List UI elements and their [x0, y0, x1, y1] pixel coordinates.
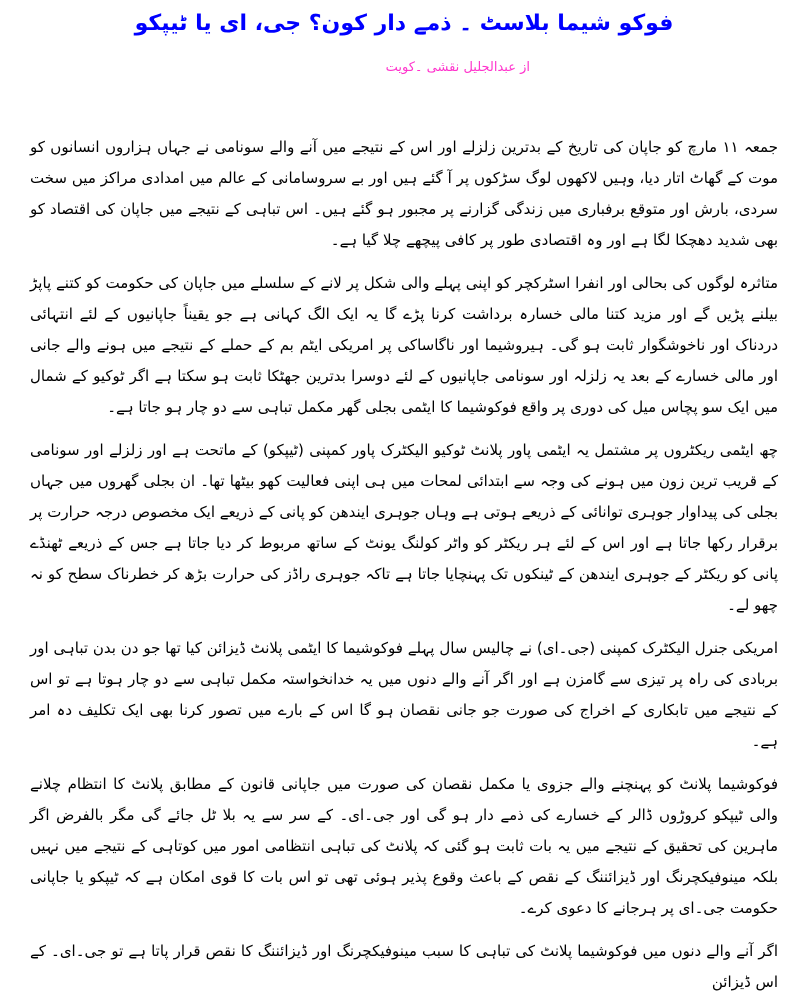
paragraph-6: اگر آنے والے دنوں میں فوکوشیما پلانٹ کی تباہی کا سبب مینوفیکچرنگ اور ڈیزائننگ کا نقص قرار پاتا ہے تو جی۔ای۔ کے اس ڈیزائن	[30, 942, 778, 991]
paragraph-5: فوکوشیما پلانٹ کو پہنچنے والے جزوی یا مکمل نقصان کی صورت میں جاپانی قانون کے مطابق پلانٹ کا انتظام چلانے والی ٹیپکو کروڑوں ڈالر کے خسارے کی ذمے دار ہو گی اور جی۔ای۔ کے سر سے یہ بلا ٹل جائے گی مگر بالفرض اگر ماہرین کی تحقیق کے نتیجے میں یہ بات ثابت ہو گئی کہ پلانٹ کی تباہی انتظامی امور میں کوتاہی کے نتیجے میں نہیں بلکہ مینوفیکچرنگ اور ڈیزائننگ کے نقص کے باعث وقوع پذیر ہوئی تھی تو اس بات کا قوی امکان ہے کہ ٹیپکو یا جاپانی حکومت جی۔ای پر ہرجانے کا دعوی کرے۔	[30, 775, 778, 917]
paragraph-3: چھ ایٹمی ریکٹروں پر مشتمل یہ ایٹمی پاور پلانٹ ٹوکیو الیکٹرک پاور کمپنی (ٹیپکو) کے ماتحت ہے اور زلزلے اور سونامی کے قریب ترین زون میں ہونے کی وجہ سے ابتدائی لمحات میں ہی اپنی فعالیت کھو بیٹھا تھا۔ ان بجلی گھروں میں جہاں بجلی کی پیداوار جوہری توانائی کے ذریعے ہوتی ہے وہاں جوہری ایندھن کو پانی کے ذریعے ایک مخصوص درجہ حرارت پر برقرار رکھا جاتا ہے اور اس کے لئے ہر ریکٹر کو واٹر کولنگ یونٹ کے ساتھ مربوط کر دیا جاتا ہے جس کے ذریعے ٹھنڈے پانی کو ریکٹر کے جوہری ایندھن کے ٹینکوں تک پہنچایا جاتا ہے تاکہ جوہری راڈز کی حرارت بڑھ کر خطرناک سطح کو نہ چھو لے۔	[30, 441, 778, 614]
document-title: فوکو شیما بلاسٹ ۔ ذمے دار کون؟ جی، ای یا ٹیپکو	[134, 11, 674, 36]
paragraph-1: جمعہ ۱۱ مارچ کو جاپان کی تاریخ کے بدترین زلزلے اور اس کے نتیجے میں آنے والے سونامی نے جہاں ہزاروں انسانوں کو موت کے گھاٹ اتار دیا، وہیں لاکھوں لوگ سڑکوں پر آ گئے ہیں اور بے سروسامانی کے عالم میں امدادی مراکز میں سخت سردی، بارش اور متوقع برفباری میں زندگی گزارنے پر مجبور ہو گئے ہیں۔ اس تباہی کے نتیجے میں جاپان کی اقتصاد کو بھی شدید دھچکا لگا ہے اور وہ اقتصادی طور پر کافی پیچھے چلا گیا ہے۔	[30, 138, 778, 249]
author-line: از عبدالجلیل نقشی ۔کویت	[385, 60, 530, 75]
paragraph-4: امریکی جنرل الیکٹرک کمپنی (جی۔ای) نے چالیس سال پہلے فوکوشیما کا ایٹمی پلانٹ ڈیزائن کیا تھا جو دن بدن تباہی اور بربادی کی راہ پر تیزی سے گامزن ہے اور اگر آنے والے دنوں میں یہ خدانخواستہ مکمل تباہی سے دو چار ہوتا ہے تو اس کے نتیجے میں تابکاری کے اخراج کی صورت جو جانی نقصان ہو گا اس کے بارے میں تصور کرنا بھی ایک تکلیف دہ امر ہے۔	[30, 639, 778, 750]
article-body	[30, 132, 778, 999]
paragraph-2: متاثرہ لوگوں کی بحالی اور انفرا اسٹرکچر کو اپنی پہلے والی شکل پر لانے کے سلسلے میں جاپان کی حکومت کو کتنے پاپڑ بیلنے پڑیں گے اور مزید کتنا مالی خسارہ برداشت کرنا پڑے گا یہ ایک الگ کہانی ہے جو یقیناً جاپانیوں کے لئے انتہائی دردناک اور ناخوشگوار ثابت ہو گی۔ ہیروشیما اور ناگاساکی پر امریکی ایٹم بم کے حملے کے نتیجے میں ہونے والے جانی اور مالی خسارے کے بعد یہ زلزلہ اور سونامی جاپانیوں کے لئے دوسرا بدترین جھٹکا ثابت ہو سکتا ہے اگر ٹوکیو کے شمال میں ایک سو پچاس میل کی دوری پر واقع فوکوشیما کا ایٹمی بجلی گھر مکمل تباہی سے دو چار ہو جاتا ہے۔	[30, 274, 778, 416]
